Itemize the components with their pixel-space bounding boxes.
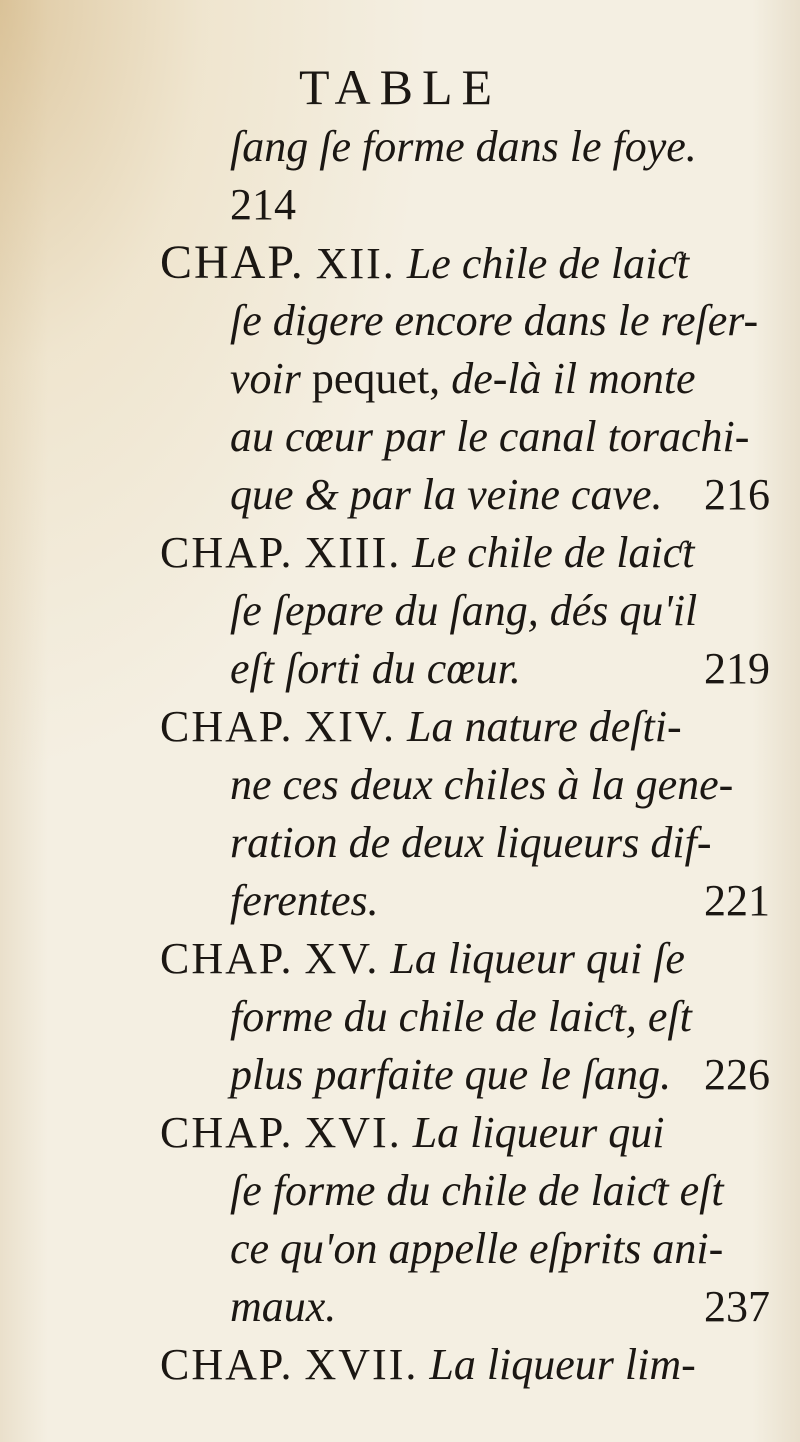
toc-chapter-line	[160, 698, 770, 756]
toc-text: La nature deſti-	[407, 702, 682, 751]
chapter-number: XIV.	[304, 702, 397, 751]
toc-text: La liqueur qui	[412, 1108, 665, 1157]
toc-text: Le chile de laiƈt	[406, 239, 690, 288]
toc-text: ne ces deux chiles à la gene-	[230, 760, 734, 809]
toc-text: La liqueur qui ſe	[390, 934, 685, 983]
chapter-label: CHAP.	[160, 1340, 294, 1389]
toc-chapter-line	[160, 930, 770, 988]
chapter-number: XIII.	[304, 528, 402, 577]
toc-text: que & par la veine cave.	[230, 470, 663, 519]
toc-line	[160, 176, 770, 234]
toc-line	[160, 872, 770, 930]
toc-text: ſang ſe forme dans le foye.	[230, 122, 697, 171]
toc-text: de-là il monte	[451, 354, 696, 403]
chapter-label: CHAP.	[160, 934, 294, 983]
page-number: 216	[704, 470, 770, 519]
chapter-number: XVI.	[304, 1108, 402, 1157]
toc-text: voir	[230, 354, 301, 403]
toc-chapter-line	[160, 1104, 770, 1162]
page-number: 237	[704, 1282, 770, 1331]
toc-line	[160, 466, 770, 524]
toc-text: La liqueur lim-	[429, 1340, 696, 1389]
chapter-label: CHAP.	[160, 528, 294, 577]
toc-text: au cœur par le canal torachi-	[230, 412, 750, 461]
toc-line	[160, 1162, 770, 1220]
chapter-label: CHAP.	[160, 236, 305, 289]
toc-line	[160, 1220, 770, 1278]
toc-line	[160, 640, 770, 698]
toc-text: ration de deux liqueurs dif-	[230, 818, 712, 867]
toc-text: ſe forme du chile de laiƈt eſt	[230, 1166, 724, 1215]
table-of-contents	[160, 118, 770, 1394]
toc-chapter-line	[160, 524, 770, 582]
toc-line	[160, 350, 770, 408]
chapter-label: CHAP.	[160, 1108, 294, 1157]
toc-line	[160, 408, 770, 466]
toc-text: ſe digere encore dans le reſer-	[230, 296, 759, 345]
toc-line	[160, 292, 770, 350]
toc-text: ſe ſepare du ſang, dés qu'il	[230, 586, 698, 635]
running-head: TABLE	[298, 59, 502, 115]
toc-text: plus parfaite que le ſang.	[230, 1050, 672, 1099]
page-number: 219	[704, 644, 770, 693]
toc-text: Le chile de laiƈt	[412, 528, 695, 577]
toc-text: maux.	[230, 1282, 337, 1331]
toc-chapter-line	[160, 1336, 770, 1394]
toc-text: ferentes.	[230, 876, 379, 925]
toc-line	[160, 1278, 770, 1336]
chapter-label: CHAP.	[160, 702, 294, 751]
chapter-number: XV.	[304, 934, 380, 983]
toc-line	[160, 814, 770, 872]
toc-line	[160, 1046, 770, 1104]
toc-text: forme du chile de laiƈt, eſt	[230, 992, 692, 1041]
toc-line	[160, 756, 770, 814]
toc-text-roman: pequet,	[311, 354, 441, 403]
toc-text: eſt ſorti du cœur.	[230, 644, 521, 693]
toc-line	[160, 118, 770, 176]
chapter-number: XVII.	[304, 1340, 419, 1389]
toc-chapter-line	[160, 234, 770, 292]
page-number: 226	[704, 1050, 770, 1099]
chapter-number: XII.	[315, 239, 396, 288]
toc-line	[160, 988, 770, 1046]
toc-text: ce qu'on appelle eſprits ani-	[230, 1224, 724, 1273]
page-number: 214	[230, 180, 296, 229]
page-number: 221	[704, 876, 770, 925]
toc-line	[160, 582, 770, 640]
